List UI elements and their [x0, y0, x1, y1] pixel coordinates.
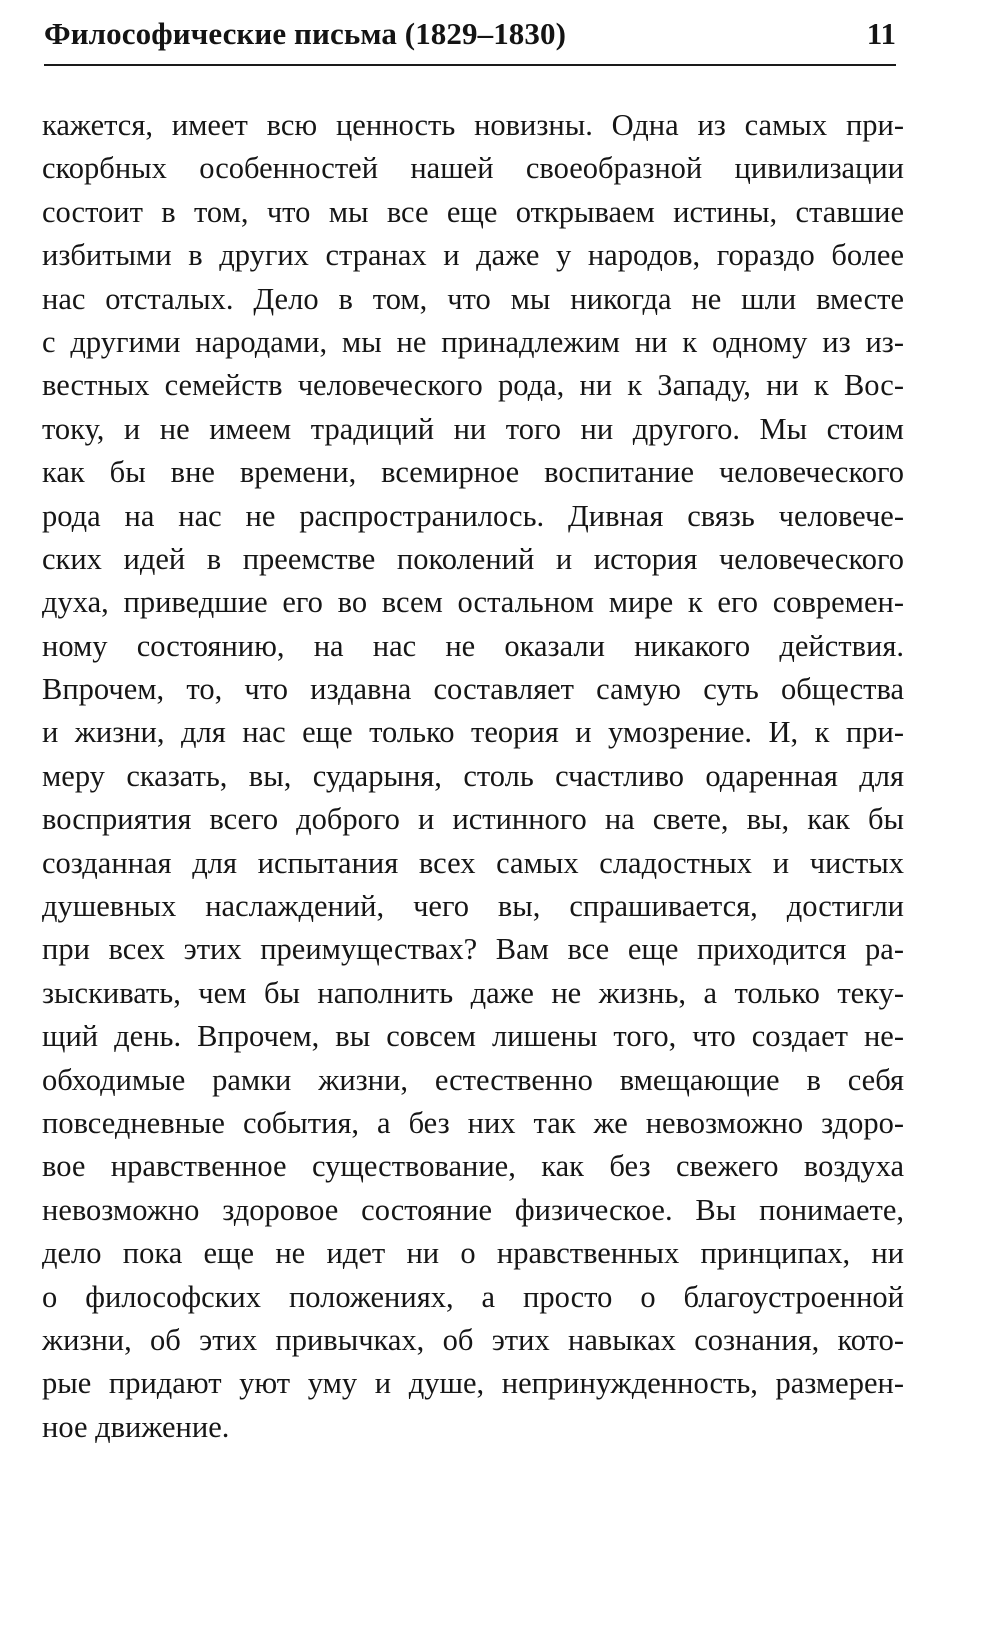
text-line: рода на нас не распространилось. Дивная связь человече-: [42, 498, 904, 533]
text-line: жизни, об этих привычках, об этих навыках сознания, кото-: [42, 1322, 904, 1357]
text-line: рые придают уют уму и душе, непринужденность, размерен-: [42, 1366, 904, 1401]
text-line: вестных семейств человеческого рода, ни к Западу, ни к Вос-: [42, 368, 904, 403]
text-line: меру сказать, вы, сударыня, столь счастливо одаренная для: [42, 758, 904, 793]
text-line: току, и не имеем традиций ни того ни другого. Мы стоим: [42, 411, 904, 446]
text-line: при всех этих преимуществах? Вам все еще приходится ра-: [42, 932, 904, 967]
body-text: [42, 104, 904, 1449]
text-line: избитыми в других странах и даже у народов, гораздо более: [42, 238, 904, 273]
running-header: [44, 14, 896, 66]
text-line: кажется, имеет всю ценность новизны. Одна из самых при-: [42, 108, 904, 142]
page-number: 11: [866, 16, 896, 51]
running-title: Философические письма (1829–1830): [44, 16, 567, 51]
text-line: дело пока еще не идет ни о нравственных принципах, ни: [42, 1236, 904, 1271]
text-line: о философских положениях, а просто о благоустроенной: [42, 1279, 904, 1314]
text-line: скорбных особенностей нашей своеобразной цивилизации: [42, 151, 904, 186]
text-line: обходимые рамки жизни, естественно вмещающие в себя: [42, 1062, 904, 1097]
text-line: невозможно здоровое состояние физическое. Вы понимаете,: [42, 1192, 904, 1227]
text-line: нас отсталых. Дело в том, что мы никогда не шли вместе: [42, 281, 904, 316]
text-line: и жизни, для нас еще только теория и умозрение. И, к при-: [42, 715, 904, 750]
text-line: щий день. Впрочем, вы совсем лишены того, что создает не-: [42, 1019, 904, 1054]
text-line: ских идей в преемстве поколений и история человеческого: [42, 541, 904, 576]
text-line: созданная для испытания всех самых сладостных и чистых: [42, 845, 904, 880]
text-line: духа, приведшие его во всем остальном мире к его современ-: [42, 585, 904, 620]
text-line: состоит в том, что мы все еще открываем истины, ставшие: [42, 194, 904, 229]
text-line: Впрочем, то, что издавна составляет самую суть общества: [42, 672, 904, 707]
text-line: зыскивать, чем бы наполнить даже не жизнь, а только теку-: [42, 975, 904, 1010]
text-line: с другими народами, мы не принадлежим ни к одному из из-: [42, 324, 904, 359]
text-line: ному состоянию, на нас не оказали никакого действия.: [42, 628, 904, 663]
text-line: восприятия всего доброго и истинного на свете, вы, как бы: [42, 802, 904, 837]
text-line: вое нравственное существование, как без свежего воздуха: [42, 1149, 904, 1184]
text-line: как бы вне времени, всемирное воспитание человеческого: [42, 455, 904, 490]
text-line: душевных наслаждений, чего вы, спрашивается, достигли: [42, 889, 904, 924]
text-line: повседневные события, а без них так же невозможно здоро-: [42, 1105, 904, 1140]
text-line-last: ное движение.: [42, 1409, 230, 1444]
